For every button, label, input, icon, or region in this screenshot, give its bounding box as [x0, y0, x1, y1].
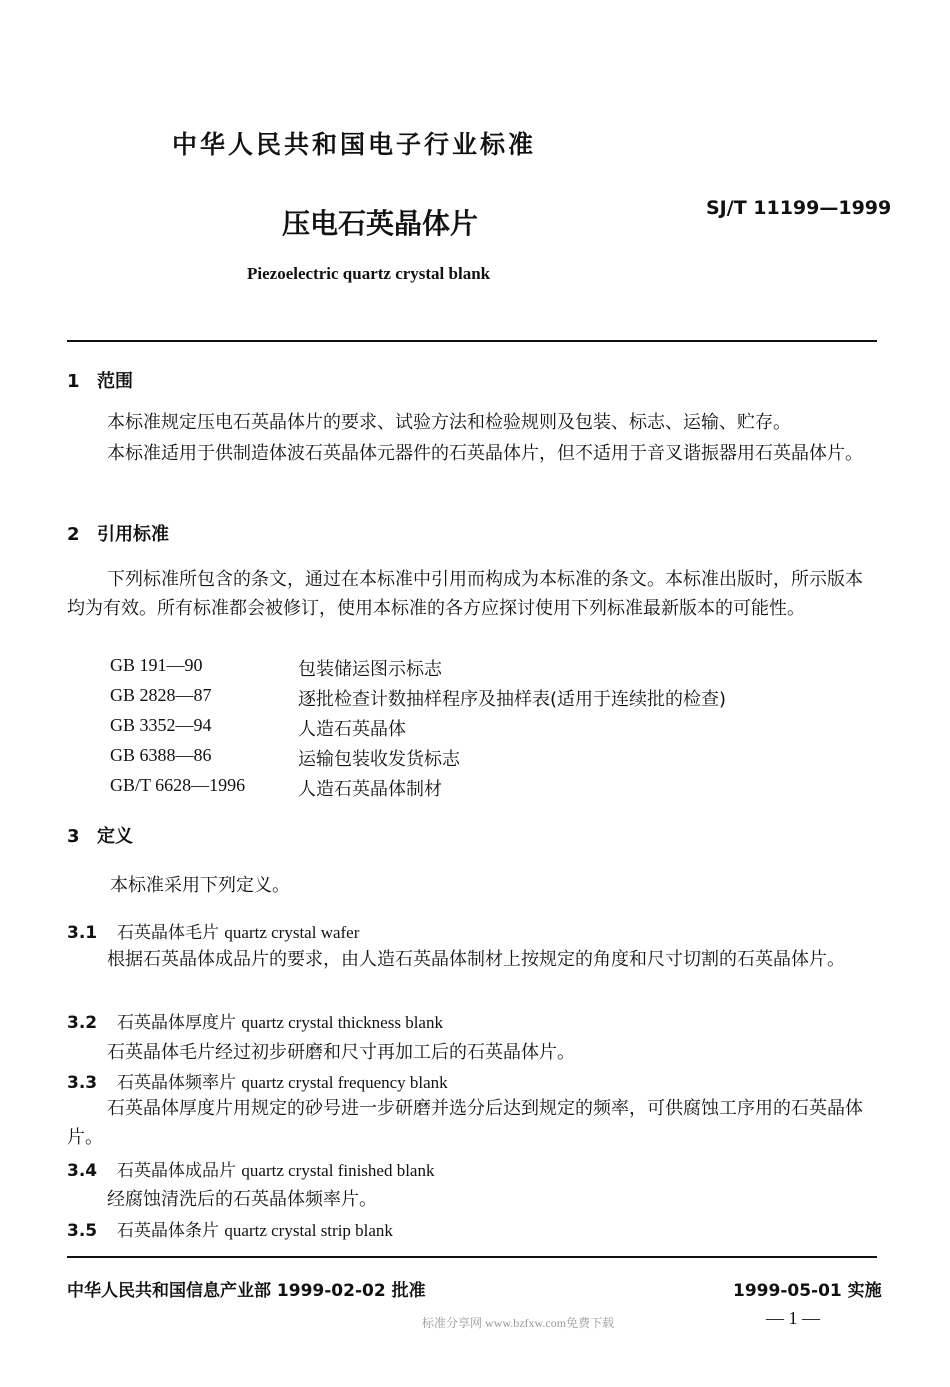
- definition-term-english: quartz crystal frequency blank: [241, 1073, 448, 1092]
- bottom-divider: [67, 1256, 877, 1258]
- definition-3-1-text: [67, 945, 873, 974]
- ref-name: 逐批检查计数抽样程序及抽样表(适用于连续批的检查): [298, 689, 727, 710]
- issuing-body-title: 中华人民共和国电子行业标准: [172, 130, 537, 159]
- paragraph-text: 本标准规定压电石英晶体片的要求、试验方法和检验规则及包装、标志、运输、贮存。: [107, 412, 791, 433]
- definition-term-english: quartz crystal finished blank: [241, 1161, 435, 1180]
- definition-3-2-text: 石英晶体毛片经过初步研磨和尺寸再加工后的石英晶体片。: [107, 1042, 575, 1063]
- definition-term-english: quartz crystal wafer: [224, 923, 360, 942]
- definition-number: 3.3: [67, 1073, 98, 1093]
- section-1-heading: [67, 367, 133, 393]
- ref-name: 人造石英晶体制材: [298, 779, 442, 800]
- definition-term: 石英晶体频率片: [117, 1073, 236, 1093]
- definition-term: 石英晶体条片: [117, 1221, 219, 1241]
- paragraph-text: 本标准适用于供制造体波石英晶体元器件的石英晶体片，但不适用于音叉谐振器用石英晶体片。: [107, 443, 863, 464]
- effective-date: 1999-05-01 实施: [733, 1281, 882, 1301]
- definition-number: 3.2: [67, 1013, 98, 1033]
- definition-3-3: [67, 1068, 448, 1093]
- section-title: 定义: [97, 826, 133, 847]
- definition-term-english: quartz crystal thickness blank: [241, 1013, 443, 1032]
- definition-3-4: [67, 1156, 434, 1181]
- definition-number: 3.4: [67, 1161, 98, 1181]
- definition-term: 石英晶体毛片: [117, 923, 219, 943]
- ref-name: 人造石英晶体: [298, 719, 406, 740]
- definition-term: 石英晶体成品片: [117, 1161, 236, 1181]
- section-1-paragraph-1: [67, 408, 873, 437]
- definition-term: 石英晶体厚度片: [117, 1013, 236, 1033]
- section-title: 范围: [97, 371, 133, 392]
- definition-term-english: quartz crystal strip blank: [224, 1221, 393, 1240]
- section-1-paragraph-2: [67, 439, 873, 468]
- definition-3-3-text: [67, 1094, 873, 1152]
- definition-3-2: [67, 1008, 443, 1033]
- section-3-heading: [67, 822, 133, 848]
- paragraph-text: 石英晶体厚度片用规定的砂号进一步研磨并选分后达到规定的频率，可供腐蚀工序用的石英晶体片。: [67, 1098, 863, 1148]
- section-3-intro: 本标准采用下列定义。: [110, 875, 290, 896]
- ref-code: GB 191—90: [110, 655, 203, 675]
- definition-3-4-text: 经腐蚀清洗后的石英晶体频率片。: [107, 1189, 377, 1210]
- ref-name: 运输包装收发货标志: [298, 749, 460, 770]
- watermark-text: 标准分享网 www.bzfxw.com免费下载: [422, 1316, 615, 1330]
- definition-3-5: [67, 1216, 393, 1241]
- definition-number: 3.5: [67, 1221, 98, 1241]
- ref-code: GB/T 6628—1996: [110, 775, 246, 795]
- document-title-english: Piezoelectric quartz crystal blank: [247, 264, 491, 283]
- definition-number: 3.1: [67, 923, 98, 943]
- approval-line: 中华人民共和国信息产业部 1999-02-02 批准: [67, 1281, 426, 1301]
- ref-name: 包装储运图示标志: [298, 659, 442, 680]
- ref-code: GB 6388—86: [110, 745, 212, 765]
- section-2-heading: [67, 520, 169, 546]
- ref-code: GB 3352—94: [110, 715, 212, 735]
- section-title: 引用标准: [97, 524, 169, 545]
- page-number: — 1 —: [766, 1308, 820, 1328]
- section-number: 3: [67, 826, 80, 847]
- document-title: 压电石英晶体片: [282, 207, 479, 240]
- section-number: 1: [67, 371, 80, 392]
- section-number: 2: [67, 524, 80, 545]
- paragraph-text: 根据石英晶体成品片的要求，由人造石英晶体制材上按规定的角度和尺寸切割的石英晶体片。: [107, 949, 845, 970]
- standard-code: SJ/T 11199—1999: [706, 197, 892, 219]
- section-2-paragraph: [67, 565, 873, 623]
- ref-code: GB 2828—87: [110, 685, 212, 705]
- definition-3-1: [67, 918, 359, 943]
- top-divider: [67, 340, 877, 342]
- paragraph-text: 下列标准所包含的条文，通过在本标准中引用而构成为本标准的条文。本标准出版时，所示版本均为有效。所有标准都会被修订，使用本标准的各方应探讨使用下列标准最新版本的可能性。: [67, 569, 863, 619]
